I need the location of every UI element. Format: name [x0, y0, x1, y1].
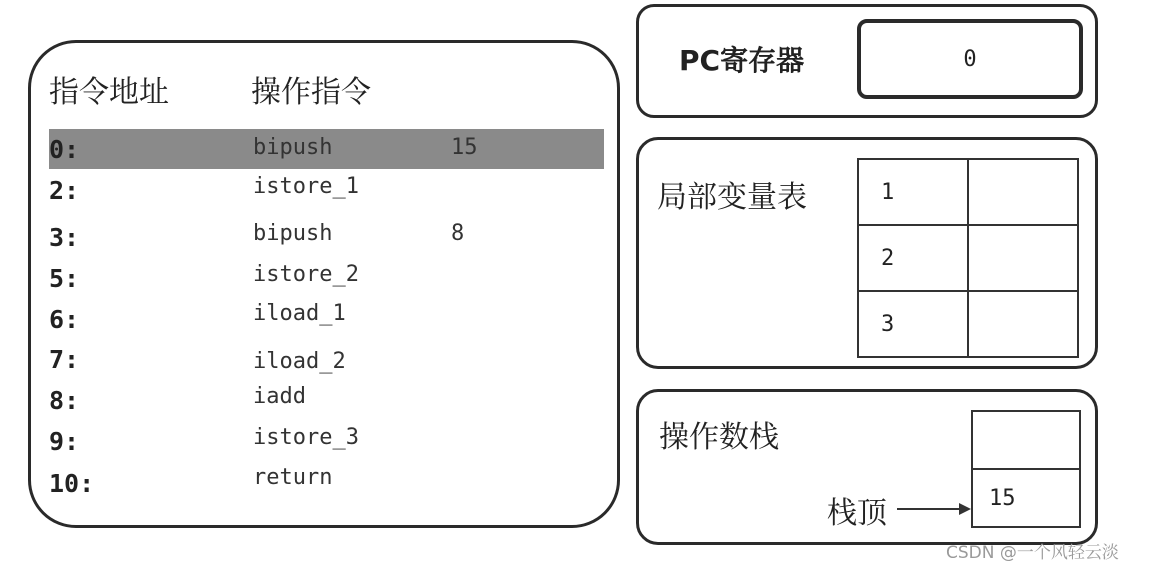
instruction-opcode: bipush [253, 135, 333, 160]
slot-value [968, 225, 1078, 291]
instruction-row [49, 219, 604, 259]
address-column-header: 指令地址 [49, 75, 169, 110]
instruction-opcode: istore_1 [253, 174, 359, 199]
instruction-operand: 15 [451, 135, 478, 160]
right-arrow-icon [895, 500, 973, 518]
instruction-address: 10: [49, 469, 95, 498]
instruction-opcode: istore_2 [253, 262, 359, 287]
instruction-opcode: istore_3 [253, 425, 359, 450]
instruction-row [49, 467, 604, 507]
local-variable-table [857, 158, 1079, 358]
instruction-row [49, 343, 604, 383]
instruction-address: 7: [49, 345, 80, 374]
pc-register-value-box [857, 19, 1083, 99]
instruction-address: 3: [49, 223, 80, 252]
instruction-address: 8: [49, 386, 80, 415]
local-variable-slot [858, 159, 1078, 225]
instruction-opcode: iadd [253, 384, 306, 409]
stack-cell [972, 411, 1080, 469]
stack-top-label: 栈顶 [827, 496, 887, 531]
slot-value [968, 291, 1078, 357]
slot-value [968, 159, 1078, 225]
slot-index: 1 [858, 159, 968, 225]
instruction-column-header: 操作指令 [251, 75, 371, 110]
operand-stack [971, 410, 1081, 528]
instruction-opcode: iload_1 [253, 301, 346, 326]
instruction-opcode: bipush [253, 221, 333, 246]
instruction-address: 2: [49, 176, 80, 205]
pc-register-value: 0 [963, 46, 977, 72]
local-variable-slot [858, 225, 1078, 291]
operand-stack-panel [636, 389, 1098, 545]
instruction-opcode: iload_2 [253, 349, 346, 374]
instruction-opcode: return [253, 465, 333, 490]
instruction-row [49, 260, 604, 300]
slot-index: 2 [858, 225, 968, 291]
local-variable-slot [858, 291, 1078, 357]
instruction-row [49, 301, 604, 341]
instruction-row [49, 170, 604, 210]
operand-stack-title: 操作数栈 [659, 420, 779, 455]
slot-index: 3 [858, 291, 968, 357]
instruction-address: 5: [49, 264, 80, 293]
instruction-panel [28, 40, 620, 528]
instruction-operand: 8 [451, 221, 465, 246]
instruction-address: 0: [49, 135, 80, 164]
instruction-row [49, 384, 604, 424]
local-variable-table-panel [636, 137, 1098, 369]
instruction-address: 9: [49, 427, 80, 456]
watermark: CSDN @一个风轻云淡 [946, 543, 1119, 563]
stack-cell: 15 [972, 469, 1080, 527]
instruction-row [49, 129, 604, 169]
local-variable-table-title: 局部变量表 [657, 180, 807, 215]
pc-register-panel [636, 4, 1098, 118]
instruction-row [49, 425, 604, 465]
pc-register-label: PC寄存器 [679, 44, 805, 77]
instruction-address: 6: [49, 305, 80, 334]
